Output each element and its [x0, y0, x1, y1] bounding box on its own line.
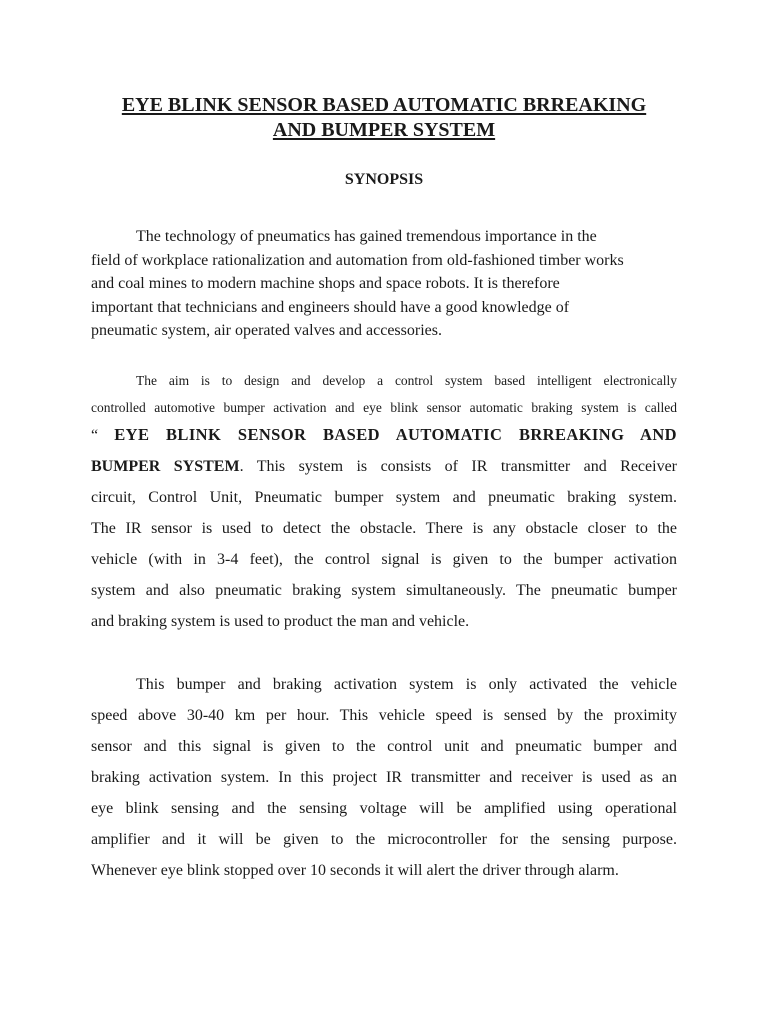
paragraph-line: The IR sensor is used to detect the obstacle. There is any obstacle closer to the — [91, 520, 677, 537]
paragraph-line — [91, 451, 677, 482]
paragraph-line: important that technicians and engineers should have a good knowledge of — [91, 298, 570, 316]
paragraph-aim — [91, 368, 677, 421]
paragraph-line: circuit, Control Unit, Pneumatic bumper system and pneumatic braking system. — [91, 489, 677, 506]
title-line-2: AND BUMPER SYSTEM — [272, 119, 496, 141]
bold-title-reference-end: BUMPER SYSTEM — [91, 458, 240, 475]
paragraph-line: speed above 30-40 km per hour. This vehicle speed is sensed by the proximity — [91, 707, 677, 724]
paragraph-line: The technology of pneumatics has gained tremendous importance in the — [136, 228, 597, 245]
paragraph-line: Whenever eye blink stopped over 10 seconds it will alert the driver through alarm. — [91, 862, 619, 879]
paragraph-activation — [91, 669, 677, 886]
bold-title-reference: EYE BLINK SENSOR BASED AUTOMATIC BRREAKING AND — [114, 425, 677, 444]
paragraph-system-description — [91, 419, 677, 637]
paragraph-line-rest: . This system is consists of IR transmitter and Receiver — [239, 458, 677, 475]
paragraph-line: field of workplace rationalization and automation from old-fashioned timber works — [91, 251, 624, 269]
paragraph-line: system and also pneumatic braking system simultaneously. The pneumatic bumper — [91, 582, 677, 599]
synopsis-heading: SYNOPSIS — [344, 171, 424, 188]
quote-mark: “ — [91, 427, 99, 444]
paragraph-pneumatics — [91, 225, 691, 343]
paragraph-line: sensor and this signal is given to the control unit and pneumatic bumper and — [91, 738, 677, 755]
paragraph-line: amplifier and it will be given to the microcontroller for the sensing purpose. — [91, 831, 677, 848]
paragraph-line: eye blink sensing and the sensing voltage will be amplified using operational — [91, 800, 677, 817]
paragraph-line: controlled automotive bumper activation and eye blink sensor automatic braking system is called — [91, 399, 677, 415]
paragraph-line: This bumper and braking activation system is only activated the vehicle — [136, 676, 677, 693]
title-line-1: EYE BLINK SENSOR BASED AUTOMATIC BRREAKING — [121, 94, 647, 116]
paragraph-line: and braking system is used to product the man and vehicle. — [91, 613, 470, 630]
document-title — [80, 93, 688, 143]
paragraph-line: pneumatic system, air operated valves and accessories. — [91, 322, 442, 340]
paragraph-line-bold — [91, 419, 677, 451]
paragraph-line: vehicle (with in 3-4 feet), the control signal is given to the bumper activation — [91, 551, 677, 568]
paragraph-line: braking activation system. In this project IR transmitter and receiver is used as an — [91, 769, 677, 786]
paragraph-line: The aim is to design and develop a control system based intelligent electronically — [136, 373, 677, 388]
paragraph-line: and coal mines to modern machine shops and space robots. It is therefore — [91, 275, 560, 293]
